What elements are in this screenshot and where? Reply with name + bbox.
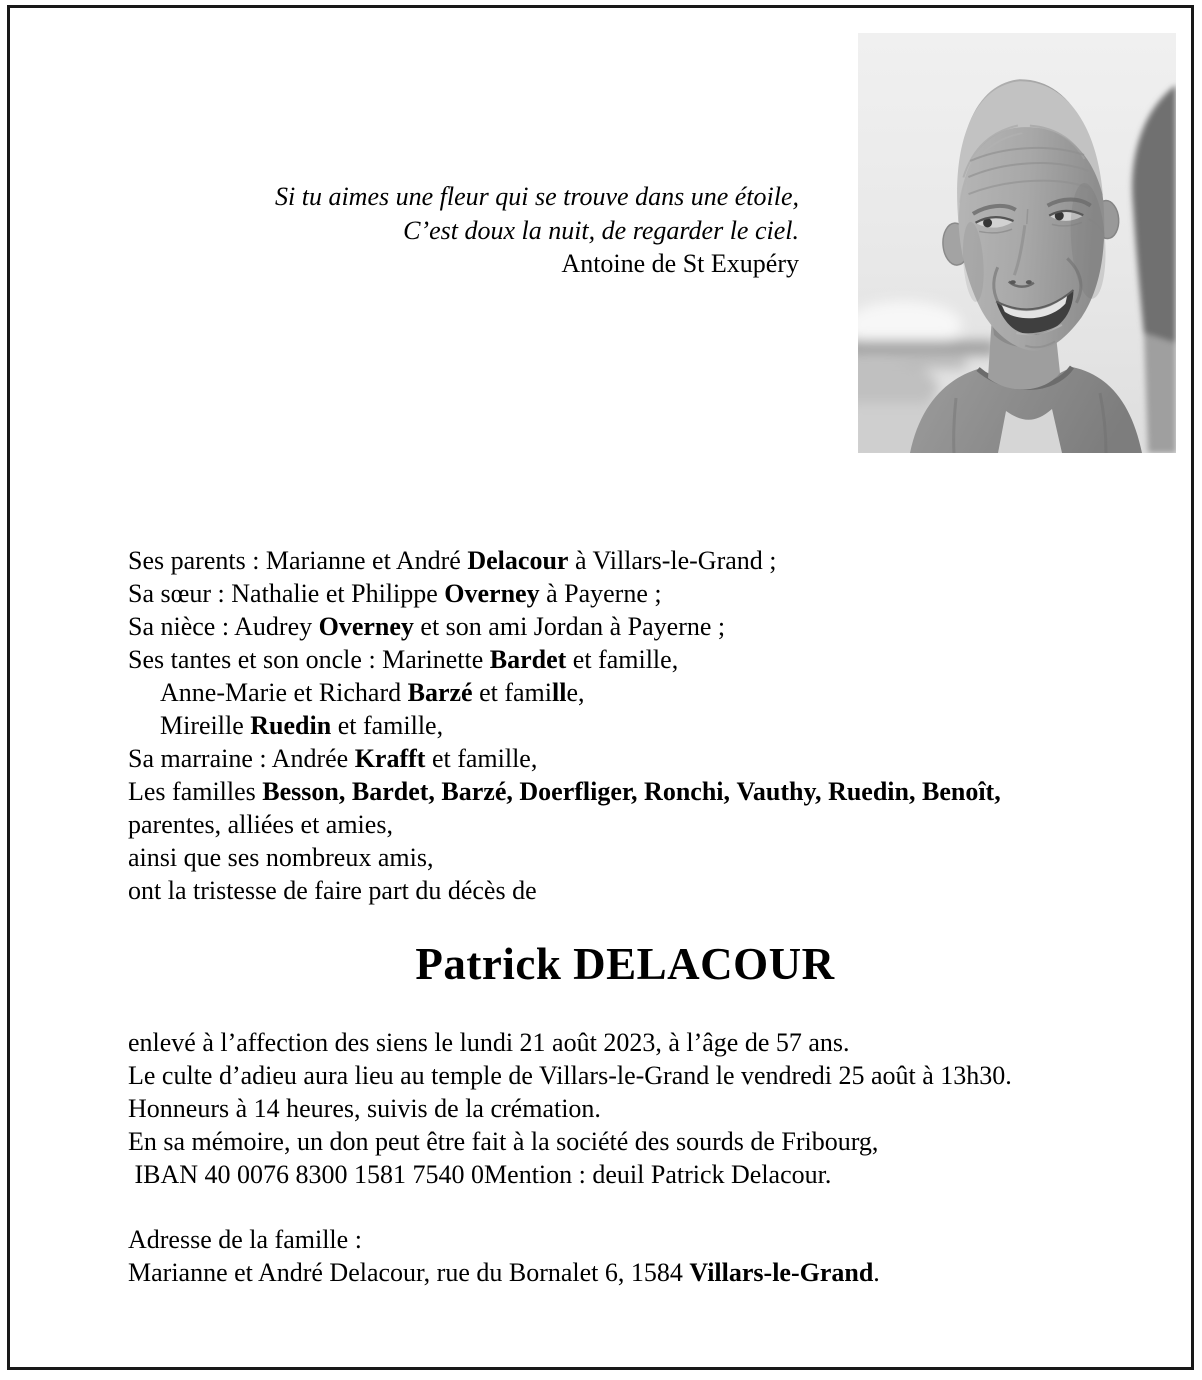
quote-attribution: Antoine de St Exupéry: [561, 249, 799, 278]
family-announcement-block: [128, 544, 1190, 907]
text-line: Adresse de la famille :: [128, 1225, 362, 1254]
text-line: enlevé à l’affection des siens le lundi 21 août 2023, à l’âge de 57 ans.: [128, 1028, 850, 1057]
text-line: Le culte d’adieu aura lieu au temple de Villars-le-Grand le vendredi 25 août à 13h30.: [128, 1061, 1012, 1090]
text-line: Ses tantes et son oncle : Marinette Bardet et famille,: [128, 645, 679, 674]
quote-line-2: C’est doux la nuit, de regarder le ciel.: [403, 215, 799, 245]
text-line: Mireille Ruedin et famille,: [160, 711, 444, 740]
text-line: Sa nièce : Audrey Overney et son ami Jordan à Payerne ;: [128, 612, 726, 641]
text-line: Honneurs à 14 heures, suivis de la crémation.: [128, 1094, 601, 1123]
text-line: parentes, alliées et amies,: [128, 810, 393, 839]
portrait-photo: [858, 33, 1176, 453]
text-line: Sa sœur : Nathalie et Philippe Overney à Payerne ;: [128, 579, 662, 608]
text-line: Sa marraine : Andrée Krafft et famille,: [128, 744, 538, 773]
text-line: Les familles Besson, Bardet, Barzé, Doerfliger, Ronchi, Vauthy, Ruedin, Benoît,: [128, 777, 1001, 806]
portrait-illustration: [858, 33, 1176, 453]
quote-line-1: Si tu aimes une fleur qui se trouve dans une étoile,: [275, 182, 799, 211]
text-line: ainsi que ses nombreux amis,: [128, 843, 434, 872]
text-line: ont la tristesse de faire part du décès de: [128, 876, 537, 905]
text-line: Ses parents : Marianne et André Delacour à Villars-le-Grand ;: [128, 546, 777, 575]
text-line: IBAN 40 0076 8300 1581 7540 0Mention : deuil Patrick Delacour.: [128, 1160, 832, 1189]
family-address-block: [128, 1223, 1190, 1289]
text-line: Anne-Marie et Richard Barzé et famille,: [160, 678, 585, 707]
text-line: En sa mémoire, un don peut être fait à la société des sourds de Fribourg,: [128, 1127, 879, 1156]
deceased-name: Patrick DELACOUR: [415, 939, 835, 989]
ceremony-details-block: [128, 1026, 1190, 1191]
text-line: Marianne et André Delacour, rue du Bornalet 6, 1584 Villars-le-Grand.: [128, 1258, 880, 1287]
quote-block: [275, 180, 799, 281]
